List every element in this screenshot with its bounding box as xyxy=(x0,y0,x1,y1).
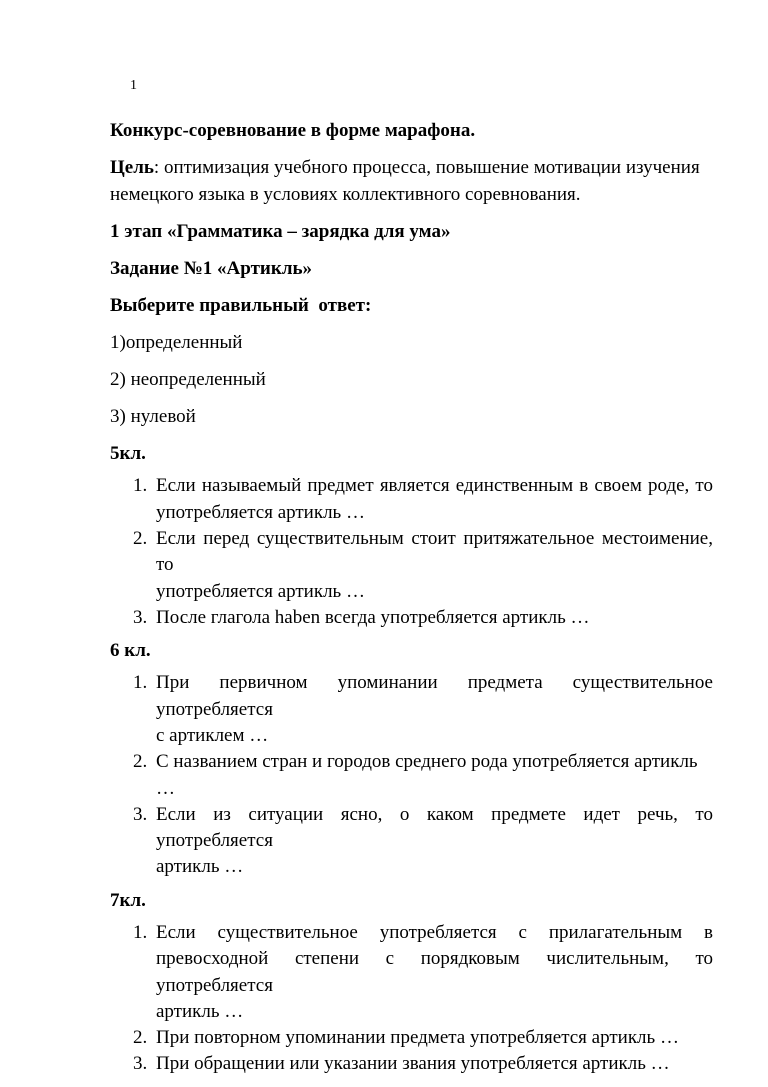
list-item-line: При повторном упоминании предмета употребляется артикль … xyxy=(156,1027,679,1049)
list-item-line: При первичном упоминании предмета существительное употребляется xyxy=(156,672,713,720)
task-heading: Задание №1 «Артикль» xyxy=(110,258,313,280)
question-list-grade-6 xyxy=(110,670,713,880)
document-title: Конкурс-соревнование в форме марафона. xyxy=(110,120,476,141)
list-item-line: Если из ситуации ясно, о каком предмете идет речь, то употребляется xyxy=(156,803,713,852)
list-item-number: 2. xyxy=(133,751,148,773)
list-item-number: 3. xyxy=(133,1053,148,1075)
list-item-line: превосходной степени с порядковым числительным, то употребляется xyxy=(156,948,713,996)
list-item xyxy=(110,749,713,802)
answer-option-1: 1)определенный xyxy=(110,332,243,354)
list-item xyxy=(110,920,713,1025)
section-heading-grade-5: 5кл. xyxy=(110,443,146,465)
instruction-heading: Выберите правильный ответ: xyxy=(110,295,372,317)
list-item xyxy=(110,802,713,881)
page-number: 1 xyxy=(130,78,137,93)
section-heading-grade-7: 7кл. xyxy=(110,889,146,911)
list-item-line: артикль … xyxy=(156,1000,244,1022)
goal-line-2: немецкого языка в условиях коллективного соревнования. xyxy=(110,184,581,206)
list-item-line: с артиклем … xyxy=(156,724,269,746)
list-item-number: 1. xyxy=(133,921,148,943)
question-list-grade-5 xyxy=(110,473,713,631)
list-item-line: С названием стран и городов среднего рода употребляется артикль … xyxy=(156,751,698,799)
list-item xyxy=(110,1051,713,1077)
list-item xyxy=(110,605,713,631)
list-item-number: 1. xyxy=(133,475,148,497)
list-item-line: После глагола haben всегда употребляется артикль … xyxy=(156,606,590,628)
goal-paragraph xyxy=(110,154,713,208)
list-item-number: 1. xyxy=(133,672,148,694)
list-item-number: 2. xyxy=(133,1027,148,1049)
goal-label: Цель xyxy=(110,157,154,178)
question-list-grade-7 xyxy=(110,920,713,1078)
list-item-line: Если существительное употребляется с прилагательным в xyxy=(156,921,713,943)
list-item-line: употребляется артикль … xyxy=(156,501,365,523)
answer-option-2: 2) неопределенный xyxy=(110,369,266,391)
list-item-number: 3. xyxy=(133,803,148,825)
goal-text: : оптимизация учебного процесса, повышение мотивации изучения xyxy=(153,157,700,178)
list-item-line: употребляется артикль … xyxy=(156,580,365,602)
list-item-line: артикль … xyxy=(156,856,244,878)
goal-line-1 xyxy=(110,154,713,181)
section-heading-grade-6: 6 кл. xyxy=(110,640,151,662)
list-item xyxy=(110,526,713,605)
answer-option-3: 3) нулевой xyxy=(110,406,196,428)
list-item-line: Если перед существительным стоит притяжательное местоимение, то xyxy=(156,528,713,576)
list-item xyxy=(110,670,713,749)
list-item xyxy=(110,1025,713,1051)
list-item-line: Если называемый предмет является единственным в своем роде, то xyxy=(156,475,713,497)
stage-heading: 1 этап «Грамматика – зарядка для ума» xyxy=(110,221,451,243)
list-item-number: 3. xyxy=(133,606,148,628)
list-item-number: 2. xyxy=(133,528,148,549)
list-item-line: При обращении или указании звания употребляется артикль … xyxy=(156,1053,670,1075)
list-item xyxy=(110,473,713,526)
